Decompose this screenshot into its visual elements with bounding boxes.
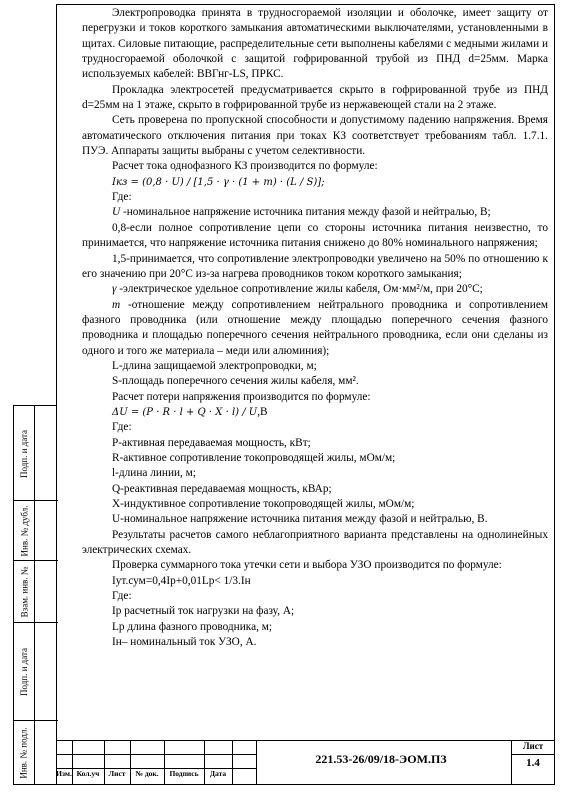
definition-0-8: 0,8-если полное сопротивление цепи со стороны источника питания неизвестно, то принимается, что напряжение источника питания снижено до 80% номинального напряжения; xyxy=(82,221,548,250)
definition-q: Q-реактивная передаваемая мощность, кВАр; xyxy=(112,482,332,495)
header-izm: Изм. xyxy=(56,769,72,778)
title-block-col-3 xyxy=(130,740,131,785)
where-label-3: Где: xyxy=(112,590,132,603)
side-cell-podp-data-bottom xyxy=(14,623,58,721)
definition-lp: Lp длина фазного проводника, м; xyxy=(112,620,273,633)
title-block-col-5 xyxy=(204,740,205,785)
formula-du-expression: ΔU = (P · R · l + Q · X · l) / U xyxy=(112,406,258,418)
definition-1-5: 1,5-принимается, что сопротивление электропроводки увеличено на 50% по отношению к его значению при 20°С из-за нагрева проводников током короткого замыкания; xyxy=(82,252,548,280)
definition-m xyxy=(82,298,548,359)
title-block-sheet-divider xyxy=(511,754,555,755)
label-vzam-inv: Взам. инв. № xyxy=(19,566,29,618)
label-podp-data-top: Подп. и дата xyxy=(19,429,29,478)
definition-u xyxy=(82,205,548,220)
header-n-dok: № док. xyxy=(135,769,159,778)
formula-du xyxy=(82,405,548,420)
definition-gamma xyxy=(82,282,548,297)
paragraph-laying: Прокладка электросетей предусматривается скрыто в гофрированной трубе из ПНД d=25мм на 1 этаже, скрыто в гофрированной трубе из нержавеющей стали на 2 этаже. xyxy=(82,83,548,112)
title-block-col-6 xyxy=(232,740,233,785)
sheet-label: Лист xyxy=(522,741,544,751)
definition-ip: Ip расчетный ток нагрузки на фазу, А; xyxy=(112,605,295,618)
paragraph-du-intro: Расчет потери напряжения производится по формуле: xyxy=(112,390,371,403)
symbol-m: m xyxy=(112,298,121,311)
definition-s: S-площадь поперечного сечения жилы кабеля, мм². xyxy=(112,375,359,388)
document-code: 221.53-26/09/18-ЭОМ.ПЗ xyxy=(315,752,447,766)
header-kol-uch: Кол.уч xyxy=(76,769,100,778)
header-data: Дата xyxy=(209,769,227,778)
where-label-2: Где: xyxy=(112,421,132,434)
side-cell-podp-data-top xyxy=(14,406,58,501)
label-inv-podl: Инв. № подл. xyxy=(19,726,29,779)
symbol-u: U xyxy=(112,206,121,219)
title-block-col-1 xyxy=(72,740,73,785)
definition-x: X-индуктивное сопротивление токопроводящей жилы, мОм/м; xyxy=(112,498,415,510)
title-block xyxy=(56,740,555,785)
definition-m-text: -отношение между сопротивлением нейтрального проводника и сопротивлением фазного проводника (или отношение между площадью поперечного сечения фазного проводника и площадью поперечного сечения нейтрального проводника, если они сделаны из одного и того же материала – меди или алюминия); xyxy=(82,298,548,357)
definition-r: R-активное сопротивление токопроводящей жилы, мОм/м; xyxy=(112,451,396,464)
paragraph-wiring: Электропроводка принята в трудносгораемой изоляции и оболочке, имеет защиту от перегрузки и токов короткого замыкания автоматическими выключателями, установленными в щитах. Силовые питающие, распределительные сети выполнены кабелями с медными жилами и трудносгораемой оболочкой с защитой гофрированной трубой из ПНД d=25мм. Марка используемых кабелей: ВВГнг-LS, ПРКС. xyxy=(82,7,548,81)
symbol-gamma: γ xyxy=(112,283,117,296)
definition-in: Iн– номинальный ток УЗО, А. xyxy=(112,636,257,649)
paragraph-rcd-intro: Проверка суммарного тока утечки сети и выбора УЗО производится по формуле: xyxy=(112,559,502,572)
paragraph-kz-intro: Расчет тока однофазного КЗ производится по формуле: xyxy=(112,160,378,173)
paragraph-check: Сеть проверена по пропускной способности и допустимому падению напряжения. Время автоматического отключения питания при токах КЗ соответствует требованиям табл. 1.7.1. ПУЭ. Аппараты защиты выбраны с учетом селективности. xyxy=(82,114,548,158)
definition-line-length: l-длина линии, м; xyxy=(112,467,196,480)
title-block-row-1 xyxy=(56,754,256,755)
side-cell-inv-dubl xyxy=(14,501,58,561)
formula-kz: Iкз = (0,8 · U) / [1,5 · γ · (1 + m) · (L / S)]; xyxy=(112,176,325,188)
paragraph-results: Результаты расчетов самого неблагоприятного варианта представлены на однолинейных электрических схемах. xyxy=(82,528,548,557)
header-podpis: Подпись xyxy=(169,769,199,778)
definition-u-text: -номинальное напряжение источника питания между фазой и нейтралью, В; xyxy=(123,206,491,219)
title-block-col-2 xyxy=(104,740,105,785)
title-block-col-4 xyxy=(164,740,165,785)
label-inv-dubl: Инв. № дубл. xyxy=(19,505,29,557)
sheet-number: 1.4 xyxy=(526,757,540,769)
side-cell-inv-podl xyxy=(14,721,58,784)
formula-leakage: Iут.сум=0,4Ip+0,01Lp< 1/3.Iн xyxy=(112,574,251,587)
definition-l: L-длина защищаемой электропроводки, м; xyxy=(112,359,317,372)
document-body xyxy=(82,6,548,650)
header-list: Лист xyxy=(108,769,126,778)
formula-du-unit: ,В xyxy=(257,405,268,418)
definition-u-nominal: U-номинальное напряжение источника питания между фазой и нейтралью, В. xyxy=(112,513,488,526)
label-podp-data-bottom: Подп. и дата xyxy=(19,647,29,697)
side-stamp xyxy=(13,405,57,785)
definition-p: P-активная передаваемая мощность, кВт; xyxy=(112,436,311,449)
side-cell-vzam-inv xyxy=(14,561,58,623)
where-label-1: Где: xyxy=(112,191,132,204)
definition-gamma-text: -электрическое удельное сопротивление жилы кабеля, Ом·мм²/м, при 20°С; xyxy=(119,283,483,296)
